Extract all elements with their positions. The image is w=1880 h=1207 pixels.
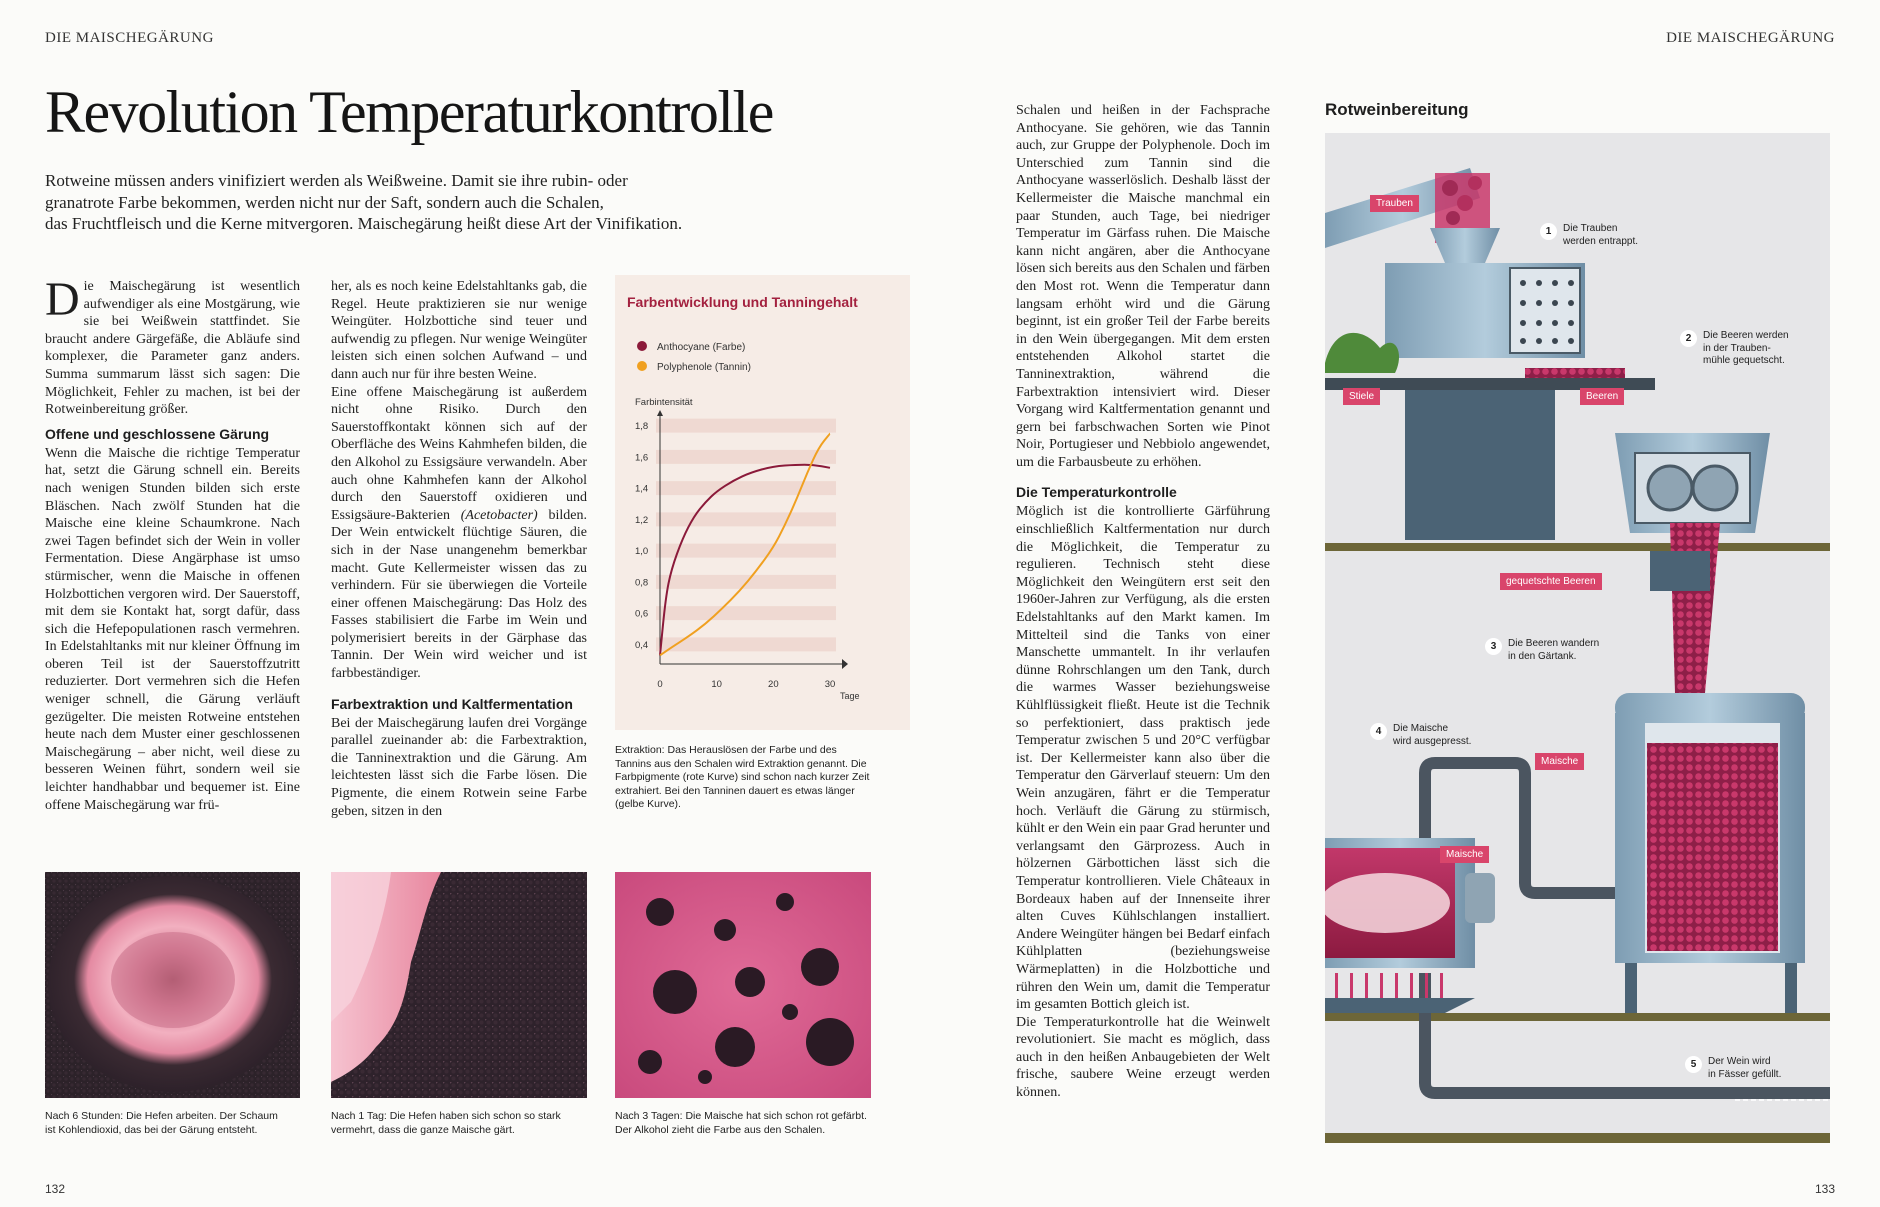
label-trauben: Trauben (1370, 195, 1419, 212)
subheading-gaerung: Offene und geschlossene Gärung (45, 425, 270, 442)
x-tick-label: 20 (768, 679, 779, 690)
diagram-title: Rotweinbereitung (1325, 100, 1469, 119)
lead-line: granatrote Farbe bekommen, werden nicht nur der Saft, sondern auch die Schalen, (45, 192, 604, 212)
step-text: werden entrappt. (1563, 235, 1639, 247)
paragraph: her, als es noch keine Edelstahltanks gab, die Regel. Heute praktizieren sie nur wenige Weingüter. Holzbottiche sind teuer und aufwendig zu pflegen. Nur wenige Weingüter leisten sich einen solchen Aufwand – und dann auch nur für ihre besten Weine. (331, 279, 587, 382)
chart-caption: Extraktion: Das Herauslösen der Farbe und des Tannins aus den Schalen wird Extraktion genannt. Die Farbpigmente (rote Kurve) sind schon nach kurzer Zeit extrahiert. Bei den Tanninen dauert es etwas länger (gelbe Kurve). (615, 744, 870, 810)
label-maische-tank: Maische (1535, 753, 1584, 770)
photo-1-day (331, 872, 587, 1098)
rotwein-diagram (1325, 133, 1830, 1143)
y-tick-label: 0,4 (635, 639, 649, 651)
step-text: mühle gequetscht. (1703, 355, 1785, 366)
chart-band (656, 606, 836, 620)
paragraph-italic: (Acetobacter) (460, 507, 538, 523)
x-tick-label: 30 (824, 679, 836, 690)
step-number: 2 (1680, 330, 1697, 347)
legend-label-polyphenole: Polyphenole (Tannin) (657, 362, 751, 373)
step-text: Die Beeren werden (1703, 330, 1789, 341)
intro-text: ie Maischegärung ist wesentlich aufwendiger als eine Mostgärung, wie sie bei Weißwein stattfindet. Sie braucht andere Gärgefäße, die Abläufe sind komplexer, die Parameter ganz anders. Summa summarum lässt sich sagen: Die Möglichkeit, Fehler zu machen, ist bei der Rotweinbereitung größer. (45, 279, 300, 418)
chart-band (656, 481, 836, 495)
crusher-roller-right (1693, 466, 1737, 510)
destemmer-hopper (1430, 228, 1500, 263)
label-gequetschte-beeren: gequetschte Beeren (1500, 573, 1602, 590)
paragraph: Möglich ist die kontrollierte Gärführung einschließlich Kaltfermentation nur durch die Möglichkeit, die Temperatur zu regulieren. Technisch steht diese Möglichkeit den Weingütern erst seit den 1960er-Jahren zur Verfügung, als die ersten Edelstahltanks auf den Markt kamen. Im Mittelteil sind die Tanks von einer Manschette ummantelt. In ihr verlaufen dünne Rohrschlangen um den Tank, durch die warmes Wasser beziehungsweise Kühlflüssigkeit fließt. Heute ist die Technik so perfektioniert, dass praktisch jede Temperatur zwischen 5 und 20°C verfügbar ist. Der Kellermeister kann also über die Temperatur den Gärverlauf steuern: Um den Wein anzugären, fährt er die Temperatur hoch. Verläuft die Gärung zu stürmisch, kühlt er den Wein ein paar Grad herunter und verlangsamt den Gärprozess. Auch in hölzernen Gärbottichen lässt sich die Temperatur kontrollieren. Viele Châteaux in Bordeaux haben auf der Innenseite ihrer alten Cuves Kühlschlangen installiert. Andere Weingüter hängen bei Bedarf einfach Kühlplatten (beziehungsweise Wärmeplatten) in die Holzbottiche und rühren den Wein um, damit die Temperatur im gesamten Bottich gleich ist. (1016, 504, 1270, 1013)
crusher-stand (1650, 551, 1710, 591)
foam-edge-photo (331, 872, 587, 1098)
step-text: Die Beeren wandern (1508, 638, 1600, 649)
berries-on-belt (1525, 368, 1625, 378)
y-tick-label: 0,6 (635, 608, 649, 620)
x-axis-label: Tage (840, 691, 860, 701)
step-text: Die Maische (1393, 723, 1449, 734)
intro-paragraph (45, 273, 300, 419)
step-3 (1485, 638, 1599, 663)
photo-caption: Nach 6 Stunden: Die Hefen arbeiten. Der Schaum ist Kohlendioxid, das bei der Gärung entsteht. (45, 1110, 278, 1136)
step-number: 3 (1485, 638, 1502, 655)
crusher-roller-left (1648, 466, 1692, 510)
lead-line: das Fruchtfleisch und die Kerne mitvergoren. Maischegärung heißt diese Art der Vinifikation. (45, 214, 683, 233)
y-tick-label: 1,0 (635, 546, 649, 558)
text-column-1 (45, 273, 300, 814)
step-2 (1680, 330, 1789, 368)
tannin-chart (615, 275, 910, 730)
foam-ring-photo (45, 872, 300, 1098)
x-tick-label: 0 (657, 679, 663, 690)
step-4 (1370, 723, 1471, 748)
step-text: in den Gärtank. (1508, 650, 1577, 662)
photo-6-hours (45, 872, 300, 1098)
paragraph: Schalen und heißen in der Fachsprache Anthocyane. Sie gehören, wie das Tannin auch, zur Gruppe der Polyphenole. Doch im Unterschied zum Tannin sind die Anthocyane wasserlöslich. Deshalb lässt der Kellermeister die Maische manchmal ein paar Stunden, auch Tage, bei niedriger Temperatur im Gärfass ruhen. Die Maische kann nicht angären, aber die Anthocyane lösen sich bereits aus den Schalen und färben den Most rot. Wenn die Temperatur dann langsam erhöht wird und die Gärung beginnt, ist ein großer Teil der Farbe bereits in den Wein übergegangen. Mit dem ersten entstehenden Alkohol startet die Tanninextraktion, während die Farbextraktion intensiviert wird. Dieser Vorgang wird Kaltfermentation genannt und gern bei farbschwachen Sorten wie Pinot Noir, Portugieser und Nebbiolo angewendet, um die Farbausbeute zu erhöhen. (1016, 103, 1270, 470)
paragraph: Bei der Maischegärung laufen drei Vorgänge parallel zueinander ab: die Farbextraktion, die Tanninextraktion und die Gärung. Am leichtesten lässt sich die Farbe lösen. Die Pigmente, die einem Rotwein seine Farbe geben, sitzen in den (331, 715, 587, 819)
paragraph-text: Eine offene Maischegärung ist außerdem nicht ohne Risiko. Durch den Sauerstoffkontakt können sich auf der Oberfläche des Weins Kahmhefen bilden, die den Alkohol zu Essigsäure verwandeln. Aber auch ohne Kahmhefen kann der Alkohol durch den Sauerstoff oxidieren und Essigsäure-Bakterien (331, 384, 587, 523)
step-text: wird ausgepresst. (1393, 735, 1472, 747)
step-number: 4 (1370, 723, 1387, 740)
chart-title: Farbentwicklung und Tanningehalt (627, 294, 858, 310)
chart-band (656, 450, 836, 464)
dripping-wine (1335, 973, 1443, 998)
y-tick-label: 1,8 (635, 421, 649, 433)
page-number-right: 133 (1814, 1182, 1835, 1196)
y-tick-label: 1,2 (635, 514, 649, 526)
step-text: Die Trauben (1563, 223, 1618, 234)
step-number: 1 (1540, 223, 1557, 240)
subheading-temperaturkontrolle: Die Temperaturkontrolle (1016, 484, 1177, 501)
running-head-right: DIE MAISCHEGÄRUNG (1666, 30, 1835, 46)
text-column-3 (1016, 102, 1270, 1102)
floor-line (1325, 1013, 1830, 1021)
paragraph (331, 384, 587, 683)
running-head-left: DIE MAISCHEGÄRUNG (45, 30, 214, 46)
photo-caption: Nach 1 Tag: Die Hefen haben sich schon so stark vermehrt, dass die ganze Maische gärt. (331, 1110, 561, 1136)
lead-paragraph (45, 170, 745, 235)
tank-must (1647, 743, 1778, 951)
press-membrane (1325, 873, 1450, 933)
step-text: in der Trauben- (1703, 342, 1771, 354)
page-number-left: 132 (45, 1182, 66, 1196)
legend-marker-anthocyane (637, 341, 647, 351)
legend-marker-polyphenole (637, 361, 647, 371)
y-axis-label: Farbintensität (635, 397, 693, 408)
crushed-berries-flow (1670, 523, 1720, 693)
step-text: Der Wein wird (1708, 1056, 1771, 1067)
step-number: 5 (1685, 1056, 1702, 1073)
x-tick-label: 10 (711, 679, 722, 690)
chart-band (656, 512, 836, 526)
label-beeren: Beeren (1580, 388, 1624, 405)
label-stiele: Stiele (1343, 388, 1380, 405)
x-axis-arrow (842, 659, 848, 669)
label-maische-press: Maische (1440, 846, 1489, 863)
step-text: in Fässer gefüllt. (1708, 1068, 1782, 1080)
paragraph-text: bilden. Der Wein entwickelt flüchtige Säuren, die sich in der Nase unangenehm bemerkbar macht. Gute Kellermeister wissen das zu verhindern. Für sie überwiegen die Vorteile einer offenen Maischegärung: Das Holz des Fasses stabilisiert die Farbe im Wein und polymerisiert bereits in der Gärphase das Tannin. Der Wein wird weicher und ist farbbeständiger. (331, 507, 587, 682)
step-1 (1540, 223, 1638, 248)
photo-3-days (615, 872, 871, 1098)
paragraph: Die Temperaturkontrolle hat die Weinwelt revolutioniert. Sie macht es möglich, dass auch in den heißen Anbaugebieten der Welt frische, saubere Weine erzeugt werden können. (1016, 1014, 1270, 1101)
text-column-2 (331, 278, 587, 820)
y-axis-arrow (657, 410, 663, 416)
y-tick-label: 1,4 (635, 483, 649, 495)
chart-band (656, 544, 836, 558)
y-tick-label: 1,6 (635, 452, 649, 464)
subheading-farbextraktion: Farbextraktion und Kaltfermentation (331, 695, 573, 712)
chart-band (656, 419, 836, 433)
floor-line (1325, 543, 1830, 551)
lead-line: Rotweine müssen anders vinifiziert werden als Weißweine. Damit sie ihre rubin- oder (45, 171, 628, 190)
photo-caption: Nach 3 Tagen: Die Maische hat sich schon rot gefärbt. Der Alkohol zieht die Farbe aus den Schalen. (615, 1110, 867, 1136)
red-must-photo (615, 872, 871, 1098)
legend-label-anthocyane: Anthocyane (Farbe) (657, 342, 746, 353)
y-tick-label: 0,8 (635, 577, 649, 589)
drop-cap: D (45, 273, 80, 326)
chart-panel (615, 275, 910, 730)
page-title: Revolution Temperaturkontrolle (45, 79, 773, 145)
paragraph: Wenn die Maische die richtige Temperatur hat, setzt die Gärung schnell ein. Bereits nach wenigen Stunden bilden sich erste Bläschen. Nach zwölf Stunden hat die Maische eine kleine Schaumkrone. Nach zwei Tagen befindet sich der Wein in voller Fermentation. Diese Angärphase ist umso stürmischer, wenn die Maische in offenen Holzbottichen vergoren wird. Der Sauerstoff, mit dem sie Kontakt hat, sorgt dafür, dass sich die Hefepopulationen rasch vermehren. In Edelstahltanks mit nur kleiner Öffnung im oberen Teil ist der Sauerstoffzutritt reduzierter. Dort vermehren sich die Hefen weniger schnell, die Gärung verläuft gezügelter. Die meisten Rotweine entstehen heute nach dem Muster einer geschlossenen Maischegärung – aber nicht, weil diese zu besseren Weinen führt, sondern weil sie leichter handhabbar und bequemer ist. Eine offene Maischegärung war frü- (45, 445, 300, 813)
step-5 (1685, 1056, 1781, 1081)
machine-stand (1405, 390, 1555, 540)
floor-line (1325, 1133, 1830, 1143)
